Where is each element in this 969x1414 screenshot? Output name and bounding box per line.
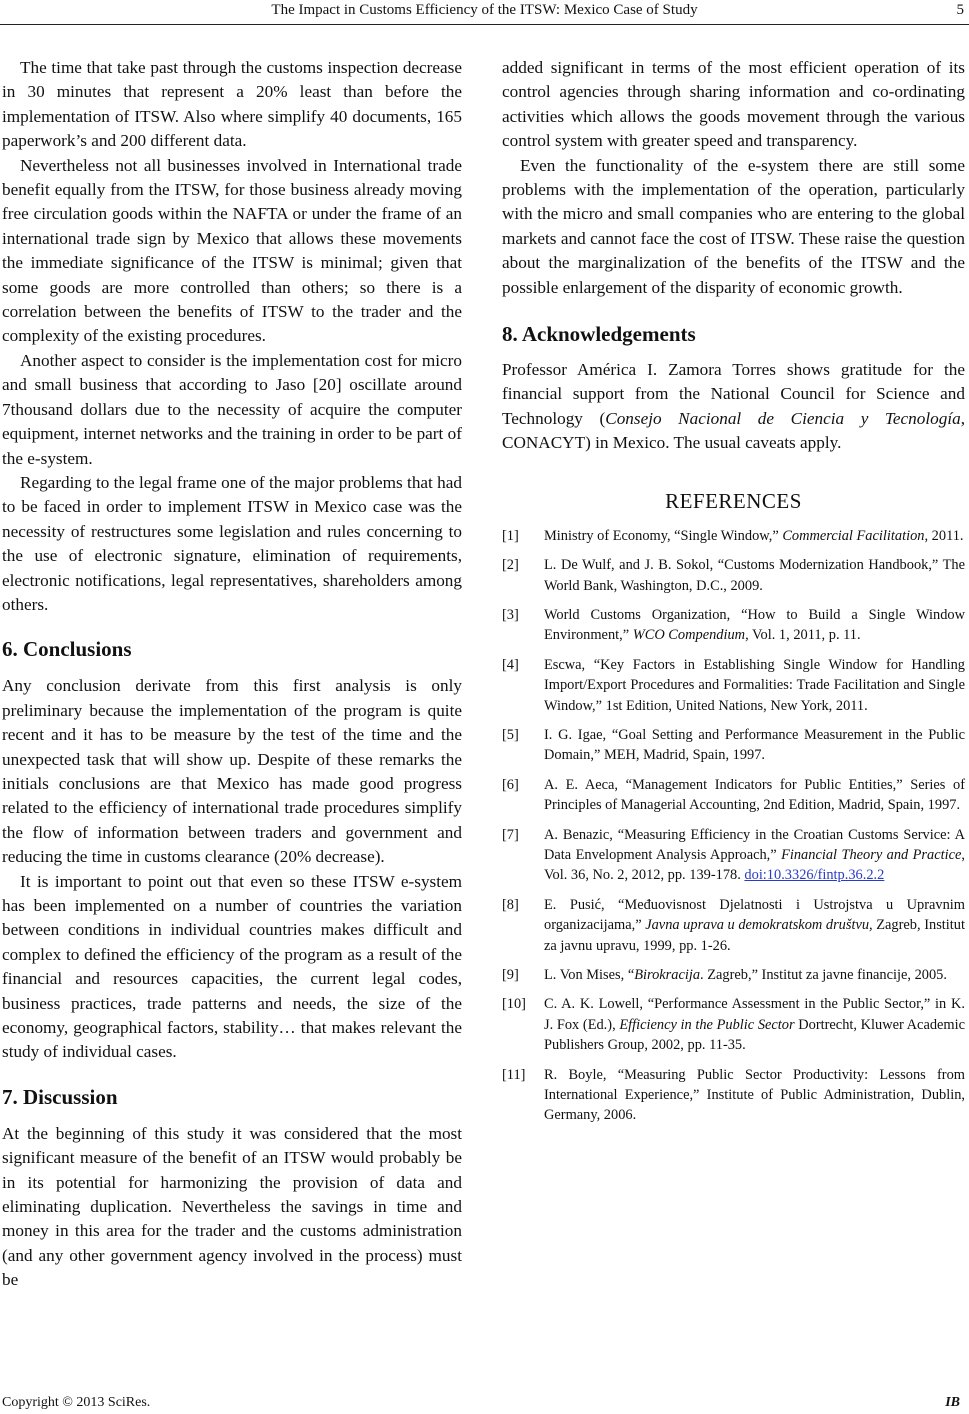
- paragraph: It is important to point out that even so these ITSW e-system has been implemented on a number of countries the variation between conditions in individual countries makes difficult and complex to defined the efficiency of the program as a result of the financial and resources capacities, the current legal codes, business practices, trade patterns and needs, the size of the economy, geographical factors, stability… that makes relevant the study of individual cases.: [2, 871, 462, 1062]
- paragraph: Even the functionality of the e-system there are still some problems with the implementation of the operation, particularly with the micro and small companies who are entering to the global markets and cannot face the cost of ITSW. These raise the question about the marginalization of the benefits of the ITSW and the possible enlargement of the disparity of economic growth.: [502, 155, 965, 297]
- reference-number: [10]: [502, 996, 526, 1013]
- reference-text: , Vol. 36, No. 2, 2012, pp. 139-178.: [544, 846, 965, 884]
- reference-text: A. Benazic, “Measuring Efficiency in the Croatian Customs Service: A Data Envelopment Analysis Approach,”: [544, 826, 965, 863]
- reference-item: [502, 1065, 965, 1126]
- reference-item: [502, 555, 965, 596]
- reference-text: C. A. K. Lowell, “Performance Assessment in the Public Sector,” in K. J. Fox (Ed.),: [544, 996, 965, 1033]
- acknowledgement-paragraph: [502, 358, 965, 456]
- reference-text: L. Von Mises, “: [544, 967, 635, 983]
- page-footer: [2, 1395, 960, 1411]
- reference-text: . Zagreb,” Institut za javne financije, 2005.: [700, 967, 947, 983]
- reference-number: [4]: [502, 656, 519, 673]
- reference-number: [1]: [502, 527, 519, 544]
- reference-number: [9]: [502, 967, 519, 983]
- reference-item: [502, 825, 965, 886]
- reference-item: [502, 775, 965, 816]
- page-number: 5: [956, 2, 964, 18]
- right-column: [502, 56, 965, 1135]
- reference-text: E. Pusić, “Međuovisnost Djelatnosti i Ustrojstva u Upravnim organizacijama,”: [544, 896, 965, 934]
- journal-abbrev: IB: [945, 1395, 960, 1410]
- reference-text: , Vol. 1, 2011, p. 11.: [745, 627, 861, 644]
- paragraph: Another aspect to consider is the implementation cost for micro and small business that according to Jaso [20] oscillate around 7thousand dollars due to the necessity of acquire the computer equipment, internet networks and the training in order to be part of the e-system.: [2, 350, 462, 468]
- copyright-notice: Copyright © 2013 SciRes.: [2, 1395, 151, 1410]
- paragraph: At the beginning of this study it was considered that the most significant measure of the benefit of an ITSW would probably be in its potential for harmonizing the provision of data and eliminating duplication. Nevertheless the savings in time and money in this area for the trader and the customs administration (and any other government agency involved in the process) must be: [2, 1123, 462, 1290]
- reference-italic-title: Javna uprava u demokratskom društvu,: [645, 917, 873, 934]
- reference-number: [3]: [502, 606, 519, 623]
- reference-number: [7]: [502, 826, 519, 843]
- reference-text: L. De Wulf, and J. B. Sokol, “Customs Modernization Handbook,” The World Bank, Washington, D.C., 2009.: [544, 557, 965, 594]
- reference-number: [8]: [502, 896, 519, 913]
- reference-number: [2]: [502, 557, 519, 574]
- reference-text: , 2011.: [924, 527, 964, 544]
- reference-text: World Customs Organization, “How to Build a Single Window Environment,”: [544, 606, 965, 644]
- reference-italic-title: Financial Theory and Practice: [781, 846, 962, 863]
- paragraph: added significant in terms of the most efficient operation of its control agencies through sharing information and co-ordinating activities which allows the goods movement through the various control system with greater speed and transparency.: [502, 58, 965, 151]
- doi-link[interactable]: doi:10.3326/fintp.36.2.2: [744, 867, 885, 884]
- reference-text: A. E. Aeca, “Management Indicators for Public Entities,” Series of Principles of Managerial Accounting, 2nd Edition, Madrid, Spain, 1997.: [544, 776, 965, 814]
- paragraph: The time that take past through the customs inspection decrease in 30 minutes that represent a 20% least than before the implementation of ITSW. Also where simplify 40 documents, 165 paperwork’s and 200 different data.: [2, 58, 462, 151]
- reference-text: Zagreb, Institut za javnu upravu, 1999, pp. 1-26.: [544, 917, 965, 954]
- running-title: The Impact in Customs Efficiency of the ITSW: Mexico Case of Study: [271, 2, 698, 18]
- references-heading: REFERENCES: [665, 488, 802, 513]
- ack-text: Professor América I. Zamora Torres shows gratitude for the financial support from the National Council for Science and Technology (: [502, 360, 965, 428]
- reference-item: [502, 895, 965, 956]
- paragraph: Nevertheless not all businesses involved in International trade benefit equally from the ITSW, for those business already moving free circulation goods within the NAFTA or under the frame of an international trade sign by Mexico that allows these movements the immediate significance of the ITSW is minimal; given that some goods are more controlled than others; so there is a correlation between the benefits of ITSW to the trader and the complexity of the existing procedures.: [2, 155, 462, 346]
- reference-text: R. Boyle, “Measuring Public Sector Productivity: Lessons from International Experience,” Institute of Public Administration, Dublin, Germany, 2006.: [544, 1066, 965, 1124]
- reference-list: [502, 526, 965, 1126]
- reference-text: I. G. Igae, “Goal Setting and Performance Measurement in the Public Domain,” MEH, Madrid, Spain, 1997.: [544, 726, 965, 764]
- reference-number: [5]: [502, 726, 519, 743]
- section-heading-acknowledgements: 8. Acknowledgements: [502, 322, 696, 347]
- section-heading-conclusions: 6. Conclusions: [2, 637, 132, 662]
- reference-item: [502, 655, 965, 716]
- reference-item: [502, 605, 965, 646]
- reference-italic-title: Commercial Facilitation: [782, 527, 925, 544]
- reference-italic-title: WCO Compendium: [632, 627, 746, 644]
- reference-text: Ministry of Economy, “Single Window,”: [544, 527, 783, 544]
- reference-number: [11]: [502, 1066, 526, 1083]
- section-heading-discussion: 7. Discussion: [2, 1084, 118, 1109]
- reference-item: [502, 725, 965, 766]
- reference-number: [6]: [502, 776, 519, 793]
- paragraph: Regarding to the legal frame one of the major problems that had to be faced in order to implement ITSW in Mexico case was the necessity of restructures some legislation and rules concerning to the use of electronic signature, elimination of requirements, electronic notifications, legal representatives, shareholders among others.: [2, 472, 462, 614]
- reference-item: [502, 994, 965, 1055]
- reference-text: Dortrecht, Kluwer Academic Publishers Group, 2002, pp. 11-35.: [544, 1016, 965, 1054]
- reference-item: [502, 965, 965, 985]
- ack-text: , CONACYT) in Mexico. The usual caveats apply.: [502, 408, 965, 453]
- reference-italic-title: Birokracija: [634, 967, 701, 983]
- running-header: [0, 2, 969, 24]
- header-rule: [0, 24, 969, 25]
- reference-item: [502, 526, 965, 546]
- reference-text: Escwa, “Key Factors in Establishing Single Window for Handling Import/Export Procedures and Formalities: Trade Facilitation and Single Window,” 1st Edition, United Nations, New York, 2011.: [544, 656, 965, 714]
- ack-council-name: Consejo Nacional de Ciencia y Tecnología: [605, 408, 961, 428]
- reference-italic-title: Efficiency in the Public Sector: [619, 1016, 795, 1033]
- paragraph: Any conclusion derivate from this first analysis is only preliminary because the implementation of the program is quite recent and it has to be measure by the test of the time and the unexpected task that will show up. Despite of these remarks the initials conclusions are that Mexico has made good progress related to the efficiency of international trade procedures simplify the flow of information between traders and government and reducing the time in customs clearance (20% decrease).: [2, 676, 462, 867]
- left-column: [2, 56, 462, 1293]
